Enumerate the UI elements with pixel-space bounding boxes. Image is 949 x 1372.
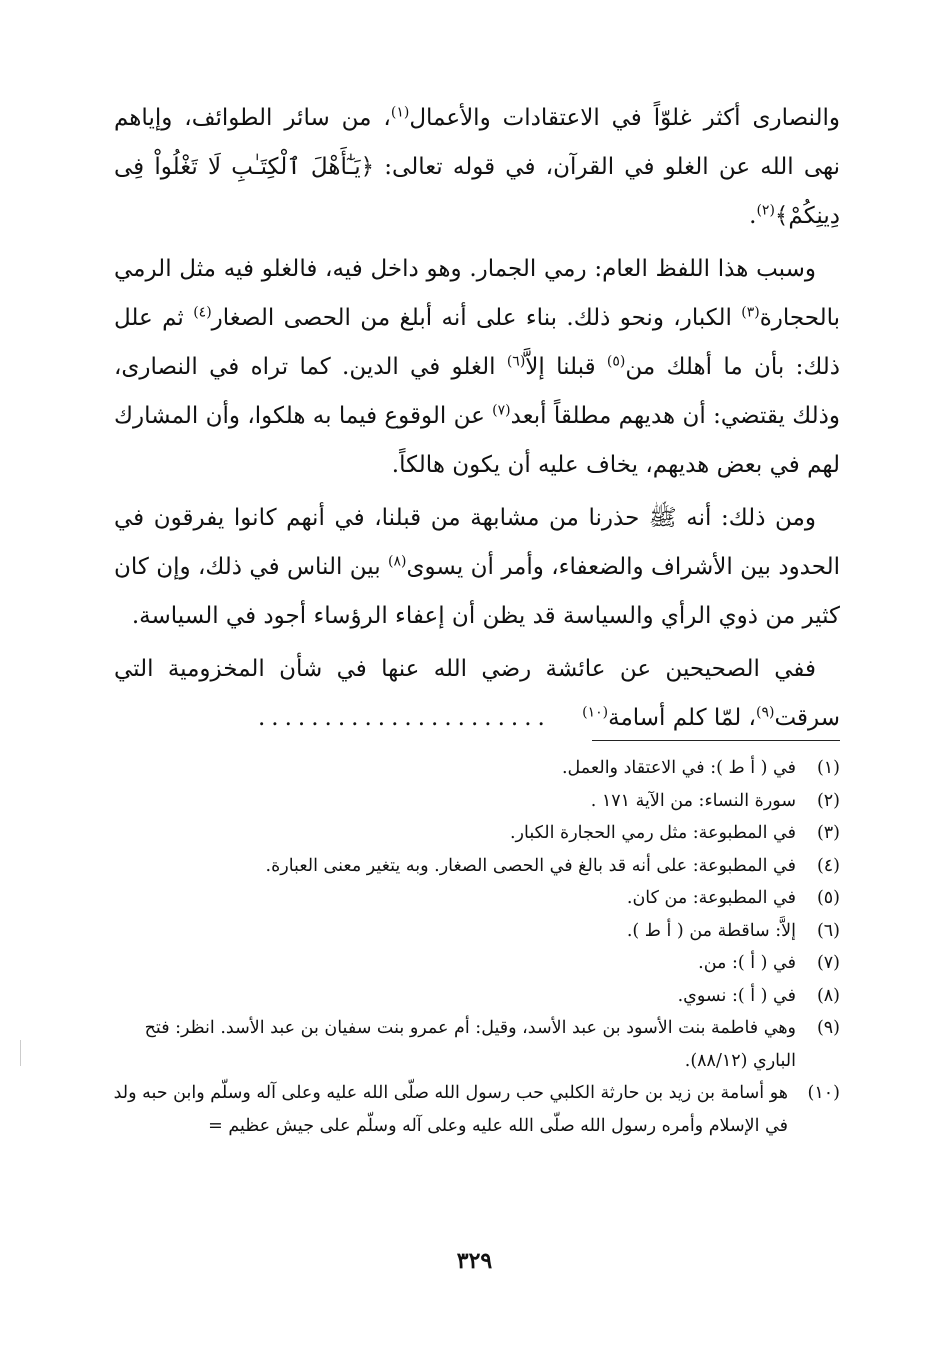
footnote-number: (١) [816,758,840,778]
footnote-ref-1[interactable]: (١) [390,104,410,121]
footnote-number: (٣) [816,823,840,843]
text-run: قبلنا إلاَّ [525,354,607,380]
paragraph-3 [114,494,840,641]
footnotes-section [100,752,840,1142]
footnote-1 [100,752,840,785]
footnote-text: سورة النساء: من الآية ١٧١ . [590,790,796,811]
footnote-ref-6[interactable]: (٦) [506,353,526,370]
footnote-number: (٥) [816,888,840,908]
scan-margin-mark [20,1040,21,1066]
footnote-5 [100,882,840,915]
page-number: ٣٢٩ [456,1248,493,1274]
footnote-ref-10[interactable]: (١٠) [582,704,609,721]
footnote-ref-5[interactable]: (٥) [606,353,626,370]
footnote-10 [100,1077,840,1142]
footnote-ref-7[interactable]: (٧) [492,402,511,419]
text-run: الكبار، ونحو ذلك. بناء على أنه أبلغ من الحصى الصغار [211,305,742,331]
footnote-number: (٢) [816,790,840,811]
text-run: ثم علل ذلك: بأن ما أهلك من [114,305,840,380]
text-run: ، من سائر الطوائف، وإياهم نهى الله عن الغلو في القرآن، في قوله تعالى: ﴿يَـٰٓأَهْلَ ٱلْكِتَـٰبِ لَا تَغْلُواْ فِى دِينِكُمْ﴾ [114,105,840,229]
footnote-9 [100,1012,840,1077]
footnote-number: (٩) [816,1018,840,1038]
footnote-number: (٦) [816,920,840,941]
footnote-separator [592,740,840,741]
footnote-number: (٧) [816,953,840,973]
footnote-text: في المطبوعة: على أنه قد بالغ في الحصى الصغار. وبه يتغير معنى العبارة. [265,855,796,876]
footnote-text: في ( أ ): نسوي. [677,985,796,1006]
footnote-ref-2[interactable]: (٢) [756,202,775,219]
footnote-number: (٤) [816,855,840,876]
text-run: والنصارى أكثر غلوّاً في الاعتقادات والأعمال [409,105,840,131]
footnote-8 [100,980,840,1013]
footnote-4 [100,850,840,883]
footnote-ref-8[interactable]: (٨) [388,553,407,570]
main-text [114,94,840,743]
footnote-2 [100,785,840,818]
footnote-text: وهي فاطمة بنت الأسود بن عبد الأسد، وقيل: أم عمرو بنت سفيان بن عبد الأسد. انظر: فتح الباري (٨٨/١٢). [144,1018,796,1071]
text-run: . [749,203,757,229]
footnote-ref-4[interactable]: (٤) [193,304,212,321]
footnote-number: (٨) [816,985,840,1006]
text-run: ، لمّا كلم أسامة [608,705,756,731]
paragraph-1 [114,94,840,241]
text-run: ومن ذلك: أنه ﷺ حذرنا من مشابهة من قبلنا، في أنهم كانوا يفرقون في الحدود بين الأشراف والضعفاء، وأمر أن يسوى [114,505,840,580]
paragraph-4 [114,645,840,743]
footnote-text: في ( أ ط ): في الاعتقاد والعمل. [561,758,796,778]
footnote-ref-3[interactable]: (٣) [741,304,760,321]
footnote-ref-9[interactable]: (٩) [755,704,775,721]
footnote-number: (١٠) [807,1083,840,1103]
text-run: الغلو في الدين. كما تراه في النصارى، وذلك يقتضي: أن هديهم مطلقاً أبعد [114,354,840,429]
footnote-3 [100,817,840,850]
footnote-6 [100,915,840,948]
footnote-text: إلاَّ: ساقطة من ( أ ط ). [626,920,796,941]
footnote-7 [100,947,840,980]
text-run: ففي الصحيحين عن عائشة رضي الله عنها في شأن المخزومية التي سرقت [114,656,840,731]
continuation-dots: ...................... [257,705,551,731]
footnote-text: في المطبوعة: مثل رمي الحجارة الكبار. [509,823,796,843]
text-run: وسبب هذا اللفظ العام: رمي الجمار. وهو داخل فيه، فالغلو فيه مثل الرمي بالحجارة [114,256,840,331]
text-run: عن الوقوع فيما به هلكوا، وأن المشارك لهم في بعض هديهم، يخاف عليه أن يكون هالكاً. [114,403,840,478]
footnote-text: في ( أ ): من. [698,953,796,973]
footnote-text: هو أسامة بن زيد بن حارثة الكلبي حب رسول الله صلّى الله عليه وعلى آله وسلّم وابن حبه ولد في الإسلام وأمره رسول الله صلّى الله عليه وعلى آله وسلّم على جيش عظيم = [113,1083,788,1136]
text-run: بين الناس في ذلك، وإن كان كثير من ذوي الرأي والسياسة قد يظن أن إعفاء الرؤساء أجود في السياسة. [114,554,840,629]
footnote-text: في المطبوعة: من كان. [626,888,796,908]
paragraph-2 [114,245,840,490]
